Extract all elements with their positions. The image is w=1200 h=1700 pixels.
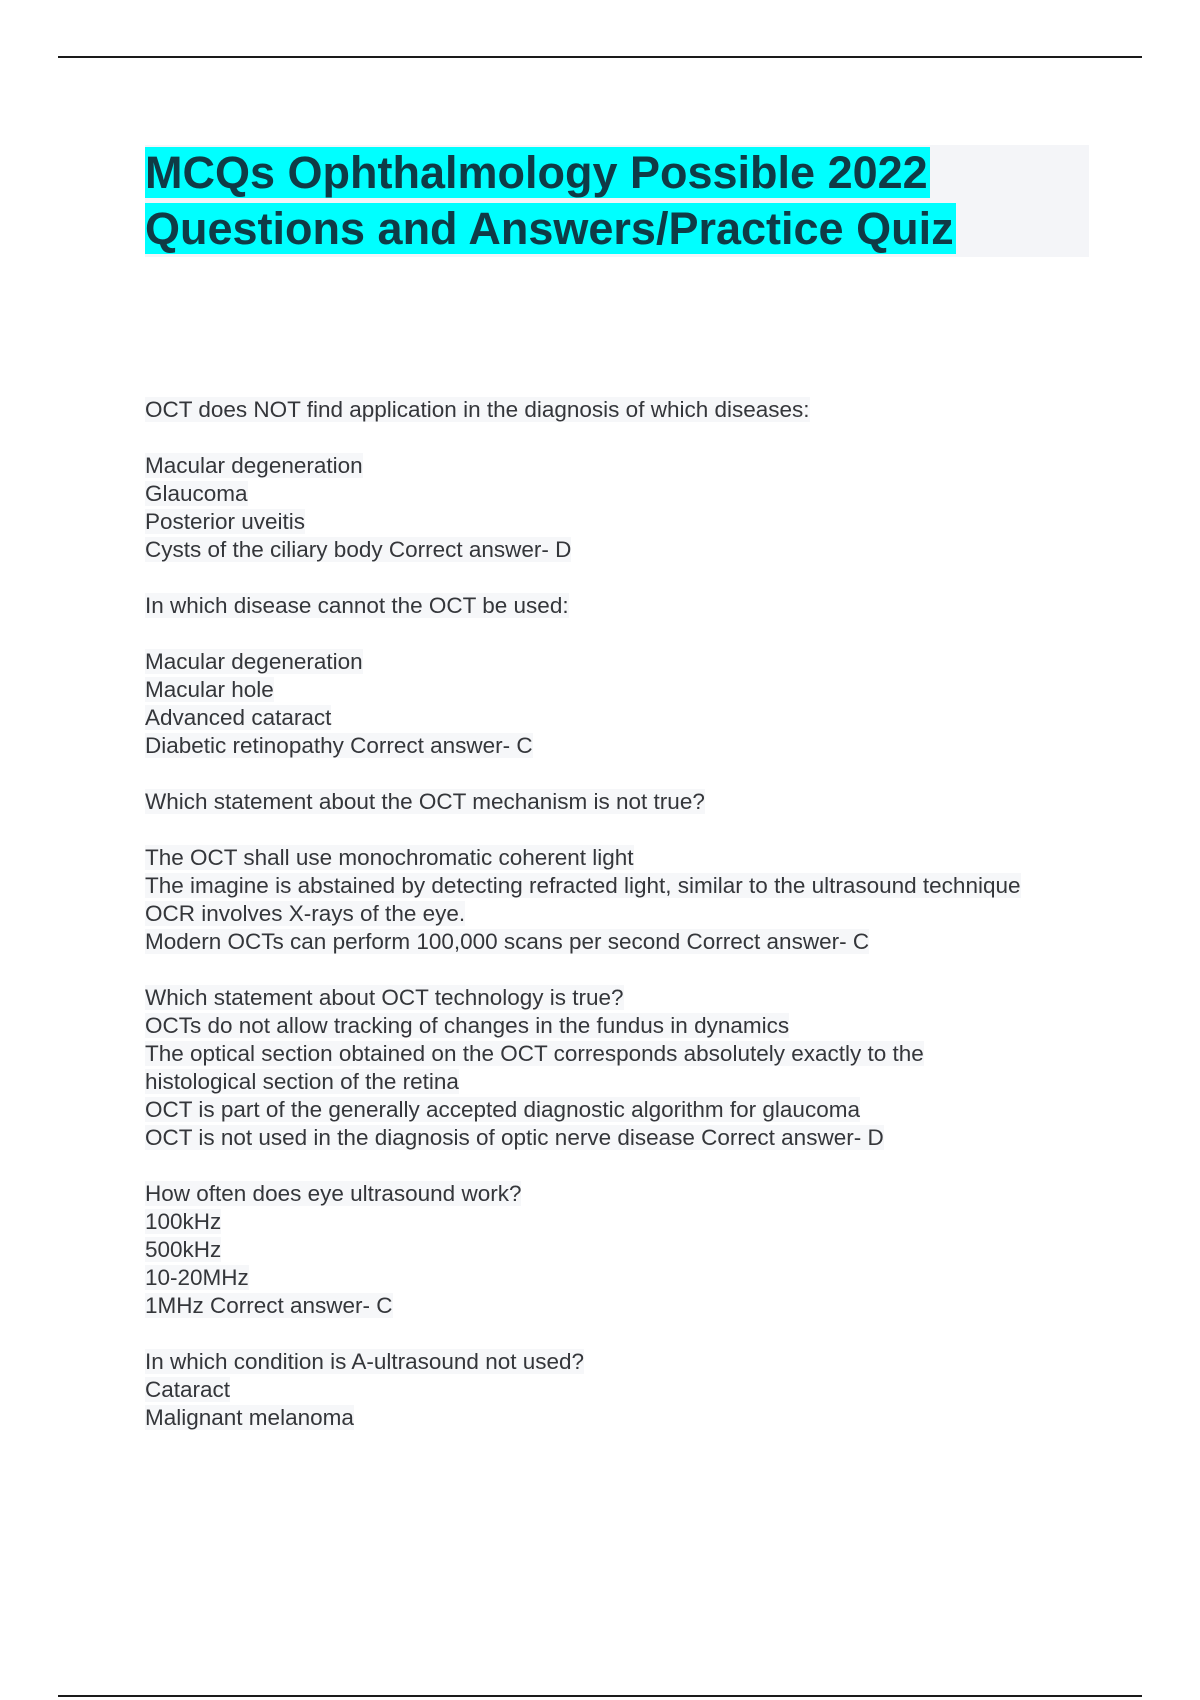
answer-option: [145, 480, 1145, 508]
answer-option: [145, 1012, 1145, 1040]
question-text: [145, 1348, 1145, 1376]
question-text-run: In which disease cannot the OCT be used:: [145, 593, 569, 618]
answer-option: [145, 536, 1145, 564]
question-block: [145, 1348, 1145, 1432]
answer-option-text: Macular degeneration: [145, 453, 363, 478]
answer-option-text: 10-20MHz: [145, 1265, 249, 1290]
answer-option-text: The imagine is abstained by detecting refracted light, similar to the ultrasound technique: [145, 873, 1021, 898]
answer-option-text: Glaucoma: [145, 481, 248, 506]
answer-option-text: The optical section obtained on the OCT corresponds absolutely exactly to the: [145, 1041, 924, 1066]
question-block: [145, 1180, 1145, 1320]
question-text: [145, 396, 1145, 424]
answer-option-text: Macular degeneration: [145, 649, 363, 674]
answer-option: [145, 704, 1145, 732]
answer-option: [145, 872, 1145, 900]
answer-option: [145, 1208, 1145, 1236]
question-text-run: Which statement about the OCT mechanism is not true?: [145, 789, 705, 814]
answer-option-text: OCR involves X-rays of the eye.: [145, 901, 466, 926]
answer-option-text: OCT is not used in the diagnosis of optic nerve disease Correct answer- D: [145, 1125, 884, 1150]
answer-option: [145, 1236, 1145, 1264]
spacer: [145, 424, 1145, 452]
spacer: [145, 816, 1145, 844]
answer-option: [145, 648, 1145, 676]
answer-option: [145, 1264, 1145, 1292]
answer-option-text: Posterior uveitis: [145, 509, 306, 534]
question-block: [145, 592, 1145, 760]
answer-option-text: 500kHz: [145, 1237, 222, 1262]
question-text-run: OCT does NOT find application in the diagnosis of which diseases:: [145, 397, 810, 422]
answer-option: [145, 676, 1145, 704]
answer-option: [145, 732, 1145, 760]
title-line-2: Questions and Answers/Practice Quiz: [145, 203, 954, 254]
question-text-run: In which condition is A-ultrasound not used?: [145, 1349, 585, 1374]
answer-option: [145, 1292, 1145, 1320]
answer-option-text: 1MHz Correct answer- C: [145, 1293, 393, 1318]
answer-option-text: Modern OCTs can perform 100,000 scans per second Correct answer- C: [145, 929, 870, 954]
answer-option: [145, 508, 1145, 536]
question-block: [145, 396, 1145, 564]
answer-option: [145, 1096, 1145, 1124]
answer-option: [145, 1068, 1145, 1096]
answer-option-text: Diabetic retinopathy Correct answer- C: [145, 733, 533, 758]
answer-option-text: Advanced cataract: [145, 705, 332, 730]
question-text: [145, 592, 1145, 620]
answer-option: [145, 1040, 1145, 1068]
answer-option-text: The OCT shall use monochromatic coherent light: [145, 845, 634, 870]
answer-option-text: Macular hole: [145, 677, 274, 702]
answer-option-text: OCTs do not allow tracking of changes in the fundus in dynamics: [145, 1013, 790, 1038]
answer-option-text: Cataract: [145, 1377, 231, 1402]
answer-option: [145, 900, 1145, 928]
bottom-rule: [58, 1695, 1142, 1697]
answer-option-text: histological section of the retina: [145, 1069, 459, 1094]
title-block: [145, 145, 1089, 257]
question-block: [145, 788, 1145, 956]
answer-option: [145, 1376, 1145, 1404]
question-text-run: Which statement about OCT technology is true?: [145, 985, 624, 1010]
answer-option-text: Cysts of the ciliary body Correct answer- D: [145, 537, 572, 562]
answer-option: [145, 1124, 1145, 1152]
question-text: [145, 1180, 1145, 1208]
document-title: [145, 145, 1089, 257]
answer-option: [145, 844, 1145, 872]
spacer: [145, 620, 1145, 648]
question-text: [145, 984, 1145, 1012]
answer-option-text: 100kHz: [145, 1209, 222, 1234]
question-text-run: How often does eye ultrasound work?: [145, 1181, 522, 1206]
title-line-1: MCQs Ophthalmology Possible 2022: [145, 147, 928, 198]
answer-option: [145, 452, 1145, 480]
question-block: [145, 984, 1145, 1152]
answer-option-text: Malignant melanoma: [145, 1405, 354, 1430]
questions-list: [145, 396, 1145, 1460]
answer-option-text: OCT is part of the generally accepted diagnostic algorithm for glaucoma: [145, 1097, 860, 1122]
question-text: [145, 788, 1145, 816]
answer-option: [145, 928, 1145, 956]
answer-option: [145, 1404, 1145, 1432]
top-rule: [58, 56, 1142, 58]
